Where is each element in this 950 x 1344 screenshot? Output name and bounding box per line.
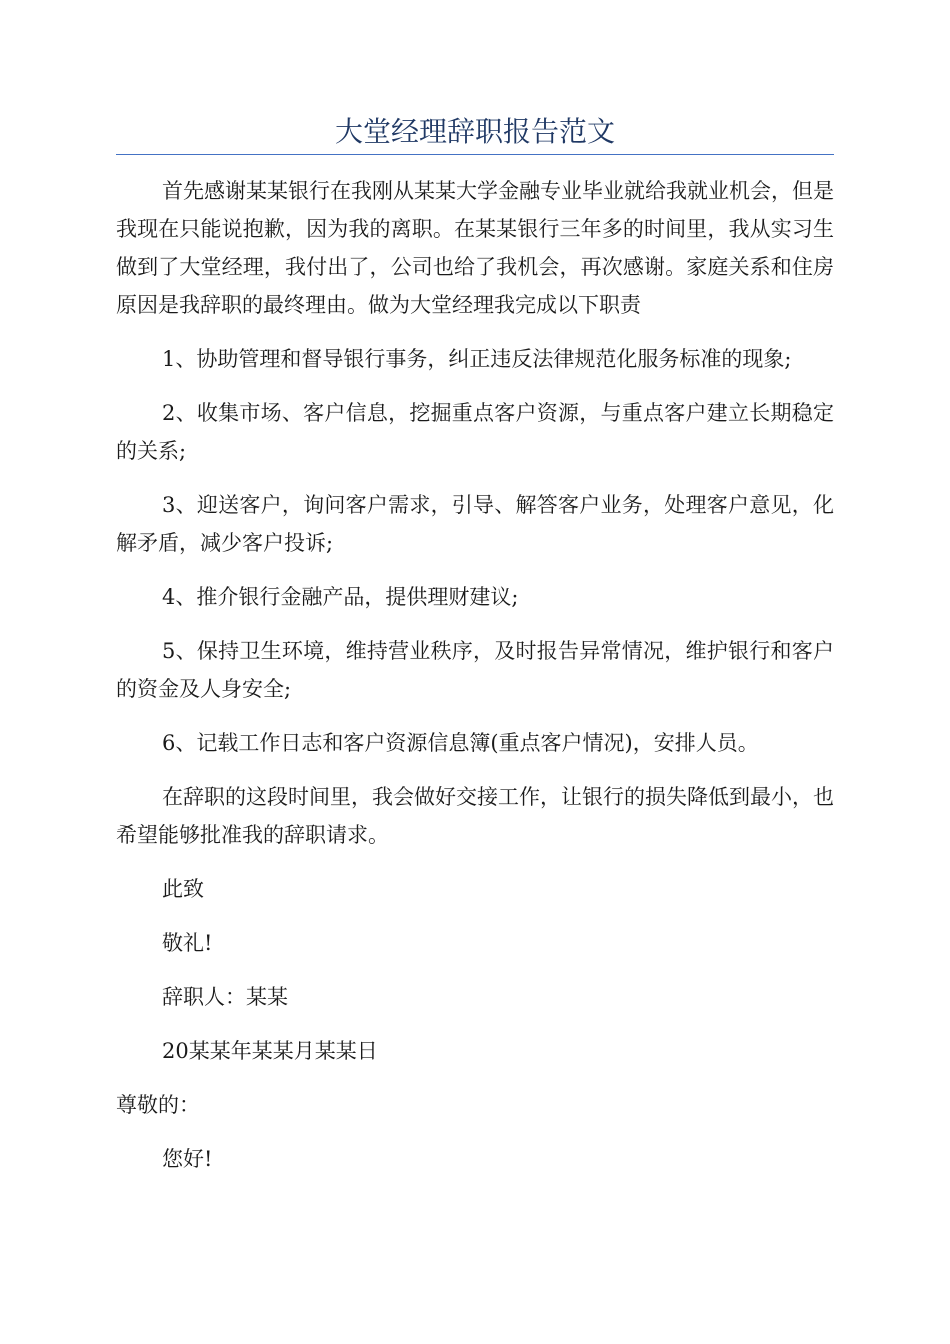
document-title: 大堂经理辞职报告范文	[334, 115, 615, 148]
paragraph-intro: 首先感谢某某银行在我刚从某某大学金融专业毕业就给我就业机会，但是我现在只能说抱歉，因为我的离职。在某某银行三年多的时间里，我从实习生做到了大堂经理，我付出了，公司也给了我机会，再次感谢。家庭关系和住房原因是我辞职的最终理由。做为大堂经理我完成以下职责	[116, 179, 834, 317]
salutation-jingli: 敬礼!	[162, 931, 213, 955]
paragraph-duty-5: 5、保持卫生环境，维持营业秩序，及时报告异常情况，维护银行和客户的资金及人身安全;	[116, 639, 834, 701]
title-underline	[116, 154, 834, 155]
salutation-cizhi: 此致	[162, 877, 204, 901]
paragraph-duty-4: 4、推介银行金融产品，提供理财建议;	[162, 585, 519, 609]
paragraph-duty-6: 6、记载工作日志和客户资源信息簿(重点客户情况)，安排人员。	[162, 731, 759, 755]
greeting-hello: 您好!	[162, 1147, 213, 1171]
paragraph-duty-1: 1、协助管理和督导银行事务，纠正违反法律规范化服务标准的现象;	[162, 347, 792, 371]
greeting-recipient: 尊敬的：	[116, 1093, 200, 1117]
paragraph-duty-3: 3、迎送客户，询问客户需求，引导、解答客户业务，处理客户意见，化解矛盾，减少客户投诉;	[116, 493, 834, 555]
signature-line: 辞职人：某某	[162, 985, 288, 1009]
paragraph-closing: 在辞职的这段时间里，我会做好交接工作，让银行的损失降低到最小，也希望能够批准我的辞职请求。	[116, 785, 834, 847]
date-line: 20某某年某某月某某日	[162, 1039, 378, 1063]
paragraph-duty-2: 2、收集市场、客户信息，挖掘重点客户资源，与重点客户建立长期稳定的关系;	[116, 401, 834, 463]
document-body	[116, 172, 834, 1178]
